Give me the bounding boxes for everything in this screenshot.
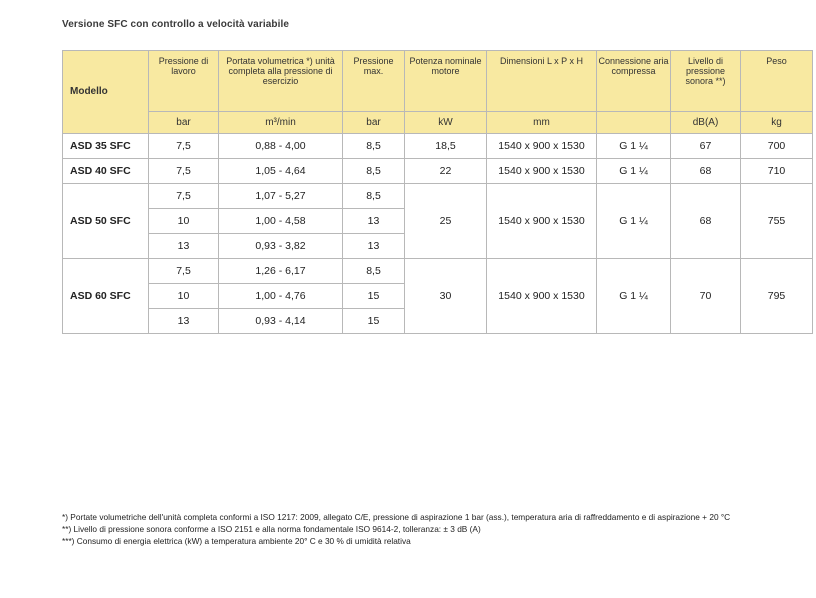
unit-power: kW — [405, 112, 487, 134]
dimensions-cell: 1540 x 900 x 1530 — [487, 259, 597, 334]
dimensions-cell: 1540 x 900 x 1530 — [487, 159, 597, 184]
flow-cell: 1,00 - 4,76 — [219, 284, 343, 309]
model-cell: ASD 35 SFC — [63, 134, 149, 159]
connection-cell: G 1 ¼ — [597, 159, 671, 184]
pressure-cell: 7,5 — [149, 259, 219, 284]
column-header-model: Modello — [63, 51, 149, 134]
column-header-noise: Livello di pressione sonora **) — [671, 51, 741, 112]
spec-table — [62, 50, 813, 334]
column-header-pressure: Pressione di lavoro — [149, 51, 219, 112]
unit-row — [63, 112, 813, 134]
table-row — [63, 134, 813, 159]
pressure-cell: 7,5 — [149, 159, 219, 184]
power-cell: 25 — [405, 184, 487, 259]
pressure-cell: 13 — [149, 234, 219, 259]
model-cell: ASD 40 SFC — [63, 159, 149, 184]
flow-cell: 1,00 - 4,58 — [219, 209, 343, 234]
flow-cell: 1,26 - 6,17 — [219, 259, 343, 284]
connection-cell: G 1 ¼ — [597, 134, 671, 159]
column-header-flow: Portata volumetrica *) unità completa alla pressione di esercizio — [219, 51, 343, 112]
column-header-connection: Connessione aria compressa — [597, 51, 671, 112]
footnote-flow: *) Portate volumetriche dell'unità completa conformi a ISO 1217: 2009, allegato C/E, pressione di aspirazione 1 bar (ass.), temperatura aria di raffreddamento e di aspirazione + 20 °C — [62, 512, 731, 522]
max-pressure-cell: 13 — [343, 209, 405, 234]
flow-cell: 1,05 - 4,64 — [219, 159, 343, 184]
model-cell: ASD 60 SFC — [63, 259, 149, 334]
column-header-weight: Peso — [741, 51, 813, 112]
power-cell: 30 — [405, 259, 487, 334]
flow-cell: 1,07 - 5,27 — [219, 184, 343, 209]
power-cell: 22 — [405, 159, 487, 184]
max-pressure-cell: 13 — [343, 234, 405, 259]
page-title: Versione SFC con controllo a velocità variabile — [62, 19, 289, 30]
unit-weight: kg — [741, 112, 813, 134]
max-pressure-cell: 8,5 — [343, 134, 405, 159]
table-row — [63, 159, 813, 184]
connection-cell: G 1 ¼ — [597, 259, 671, 334]
pressure-cell: 7,5 — [149, 134, 219, 159]
column-header-power: Potenza nominale motore — [405, 51, 487, 112]
model-cell: ASD 50 SFC — [63, 184, 149, 259]
noise-cell: 67 — [671, 134, 741, 159]
column-header-max-pressure: Pressione max. — [343, 51, 405, 112]
max-pressure-cell: 15 — [343, 284, 405, 309]
max-pressure-cell: 8,5 — [343, 159, 405, 184]
table-row — [63, 259, 813, 284]
column-header-dimensions: Dimensioni L x P x H — [487, 51, 597, 112]
footnote-energy: ***) Consumo di energia elettrica (kW) a temperatura ambiente 20° C e 30 % di umidità relativa — [62, 536, 411, 546]
weight-cell: 755 — [741, 184, 813, 259]
unit-connection — [597, 112, 671, 134]
pressure-cell: 13 — [149, 309, 219, 334]
pressure-cell: 10 — [149, 284, 219, 309]
noise-cell: 68 — [671, 184, 741, 259]
unit-max-pressure: bar — [343, 112, 405, 134]
unit-noise: dB(A) — [671, 112, 741, 134]
max-pressure-cell: 8,5 — [343, 184, 405, 209]
max-pressure-cell: 15 — [343, 309, 405, 334]
power-cell: 18,5 — [405, 134, 487, 159]
dimensions-cell: 1540 x 900 x 1530 — [487, 134, 597, 159]
unit-flow: m³/min — [219, 112, 343, 134]
noise-cell: 70 — [671, 259, 741, 334]
pressure-cell: 7,5 — [149, 184, 219, 209]
weight-cell: 700 — [741, 134, 813, 159]
flow-cell: 0,93 - 4,14 — [219, 309, 343, 334]
footnotes — [62, 511, 730, 547]
max-pressure-cell: 8,5 — [343, 259, 405, 284]
flow-cell: 0,93 - 3,82 — [219, 234, 343, 259]
connection-cell: G 1 ¼ — [597, 184, 671, 259]
weight-cell: 710 — [741, 159, 813, 184]
pressure-cell: 10 — [149, 209, 219, 234]
flow-cell: 0,88 - 4,00 — [219, 134, 343, 159]
unit-dimensions: mm — [487, 112, 597, 134]
weight-cell: 795 — [741, 259, 813, 334]
noise-cell: 68 — [671, 159, 741, 184]
table-row — [63, 184, 813, 209]
unit-pressure: bar — [149, 112, 219, 134]
footnote-noise: **) Livello di pressione sonora conforme a ISO 2151 e alla norma fondamentale ISO 9614-2, tolleranza: ± 3 dB (A) — [62, 524, 481, 534]
dimensions-cell: 1540 x 900 x 1530 — [487, 184, 597, 259]
header-row — [63, 51, 813, 112]
